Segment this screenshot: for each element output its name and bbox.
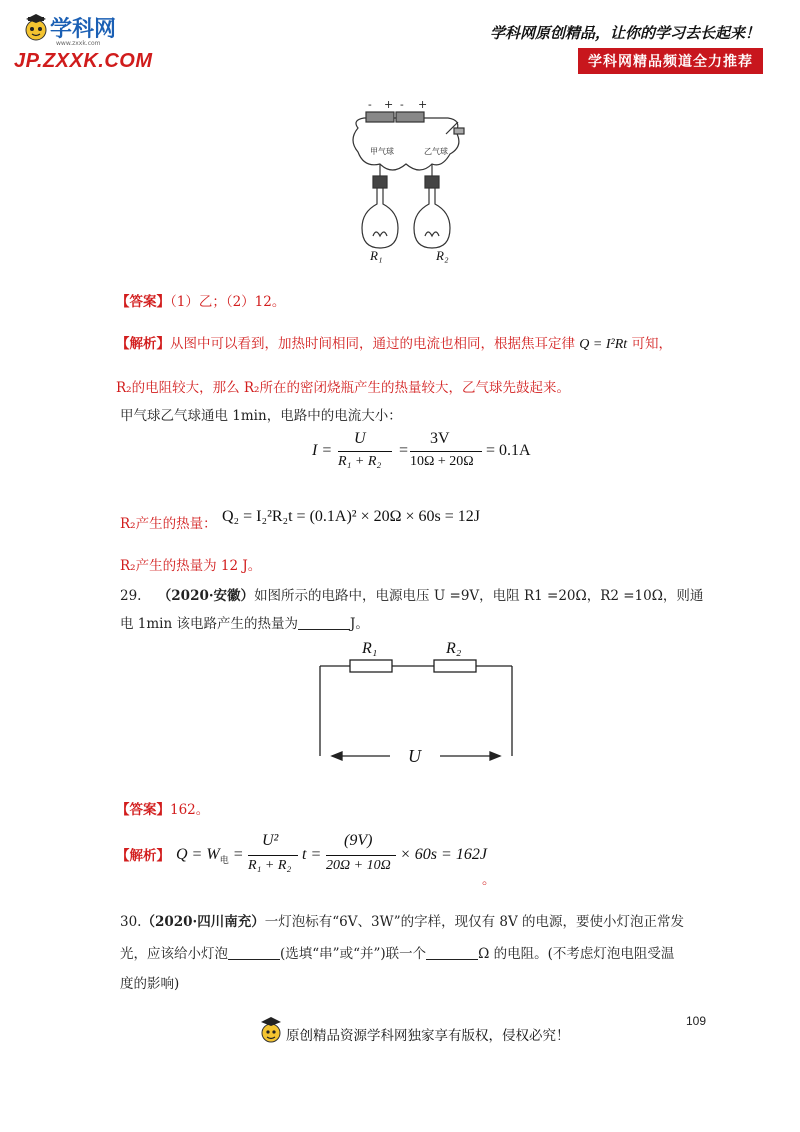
q28-analysis-line1 — [116, 334, 672, 355]
q30-text4: Ω 的电阻。(不考虑灯泡电阻受温 — [478, 946, 675, 962]
balloon-b-label: 乙气球 — [424, 147, 448, 156]
frac2-bar — [326, 855, 396, 856]
terminal-sign-2: + — [384, 98, 394, 111]
q30-number: 30. — [120, 914, 142, 930]
eq-rest: × 60s = 162J — [400, 846, 487, 863]
heat-label: R₂产生的热量： — [120, 516, 217, 532]
analysis-text-end: 可知， — [631, 336, 672, 352]
q29-answer-blank[interactable] — [298, 615, 350, 630]
answer-tag: 【答案】 — [116, 802, 170, 818]
frac2-den: 20Ω + 10Ω — [326, 858, 391, 873]
analysis-text: 从图中可以看到，加热时间相同，通过的电流也相同，根据焦耳定律 — [170, 336, 575, 352]
flask-r1-label: R₁ — [370, 248, 383, 263]
frac2-den: 10Ω + 20Ω — [410, 454, 474, 469]
eq-lhs: $Q = W_电$ = — [176, 846, 244, 866]
flask-r2-label: R₂ — [436, 248, 449, 263]
copyright-notice: 原创精品资源学科网独家享有版权，侵权必究！ — [286, 1028, 570, 1044]
eq-result: = 0.1A — [486, 442, 531, 459]
heat-result: R₂产生的热量为 12 J。 — [120, 558, 262, 574]
frac1-den: R₁ + R₂ — [338, 454, 382, 469]
joule-formula: Q = I²Rt — [579, 337, 628, 352]
heat-equation: Q₂ = I₂²R₂t = (0.1A)² × 20Ω × 60s = 12J — [222, 508, 480, 525]
q29-period: 。 — [482, 872, 496, 888]
q30-blank-2[interactable] — [426, 945, 478, 960]
current-equation — [312, 430, 542, 474]
logo-subtext: www.zxxk.com — [56, 40, 101, 47]
terminal-sign-1: - — [368, 98, 372, 111]
q28-analysis-line2: R₂的电阻较大，那么 R₂所在的密闭烧瓶产生的热量较大，乙气球先鼓起来。 — [116, 380, 570, 396]
eq-t: t = — [302, 846, 322, 863]
circuit-figure — [316, 640, 516, 772]
q30-text3: (选填“串”或“并”)联一个 — [280, 946, 427, 962]
circuit-r1-label: R₁ — [362, 640, 378, 657]
frac2-num: 3V — [430, 430, 450, 447]
frac1-num: U — [354, 430, 366, 447]
circuit-u-label: U — [408, 746, 421, 766]
q29-equation — [176, 832, 496, 880]
q29-question-line1 — [120, 586, 703, 606]
balloon-a-label: 甲气球 — [370, 147, 394, 156]
q29-answer — [116, 800, 209, 820]
analysis-tag: 【解析】 — [116, 336, 170, 352]
frac1-bar — [338, 451, 392, 452]
q30-source: （2020·四川南充） — [141, 914, 265, 930]
mascot-icon — [22, 14, 50, 42]
frac2-num: (9V) — [344, 832, 373, 849]
q29-number: 29. — [120, 588, 142, 604]
answer-text: （1）乙；（2）12。 — [170, 294, 286, 310]
frac2-bar — [410, 451, 482, 452]
q30-blank-1[interactable] — [228, 945, 280, 960]
q30-question-line1 — [120, 912, 684, 932]
eq-lhs: I = — [312, 442, 333, 459]
q29-analysis-tag: 【解析】 — [116, 848, 170, 864]
answer-tag: 【答案】 — [116, 294, 170, 310]
header — [0, 0, 800, 80]
logo-url[interactable]: JP.ZXXK.COM — [14, 50, 153, 72]
frac1-bar — [248, 855, 298, 856]
terminal-sign-4: + — [418, 98, 428, 111]
q30-question-line3: 度的影响) — [120, 976, 180, 992]
channel-banner: 学科网精品频道全力推荐 — [578, 48, 763, 74]
q28-current-intro: 甲气球乙气球通电 1min，电路中的电流大小： — [120, 408, 402, 424]
footer-mascot-icon — [258, 1016, 284, 1046]
apparatus-figure — [340, 98, 470, 268]
q29-text2: 电 1min 该电路产生的热量为 — [120, 616, 298, 632]
eq-equals: = — [398, 442, 409, 459]
circuit-r2-label: R₂ — [446, 640, 462, 657]
page-number: 109 — [686, 1014, 707, 1028]
q29-source: （2020·安徽） — [157, 588, 255, 604]
q30-text: 一灯泡标有“6V、3W”的字样，现仅有 8V 的电源，要使小灯泡正常发 — [264, 914, 685, 930]
header-slogan: 学科网原创精品，让你的学习去长起来！ — [490, 24, 761, 42]
terminal-sign-3: - — [400, 98, 404, 111]
q30-text2: 光，应该给小灯泡 — [120, 946, 228, 962]
answer-text: 162。 — [170, 802, 210, 818]
q29-text: 如图所示的电路中，电源电压 U =9V，电阻 R1 =20Ω，R2 =10Ω，则通 — [254, 588, 704, 604]
q29-text3: J。 — [350, 616, 369, 632]
frac1-den: R₁ + R₂ — [248, 858, 292, 873]
logo-text: 学科网 — [50, 17, 117, 42]
q28-answer — [116, 292, 285, 312]
q29-question-line2 — [120, 614, 369, 634]
q30-question-line2 — [120, 944, 674, 964]
frac1-num: U² — [262, 832, 279, 849]
